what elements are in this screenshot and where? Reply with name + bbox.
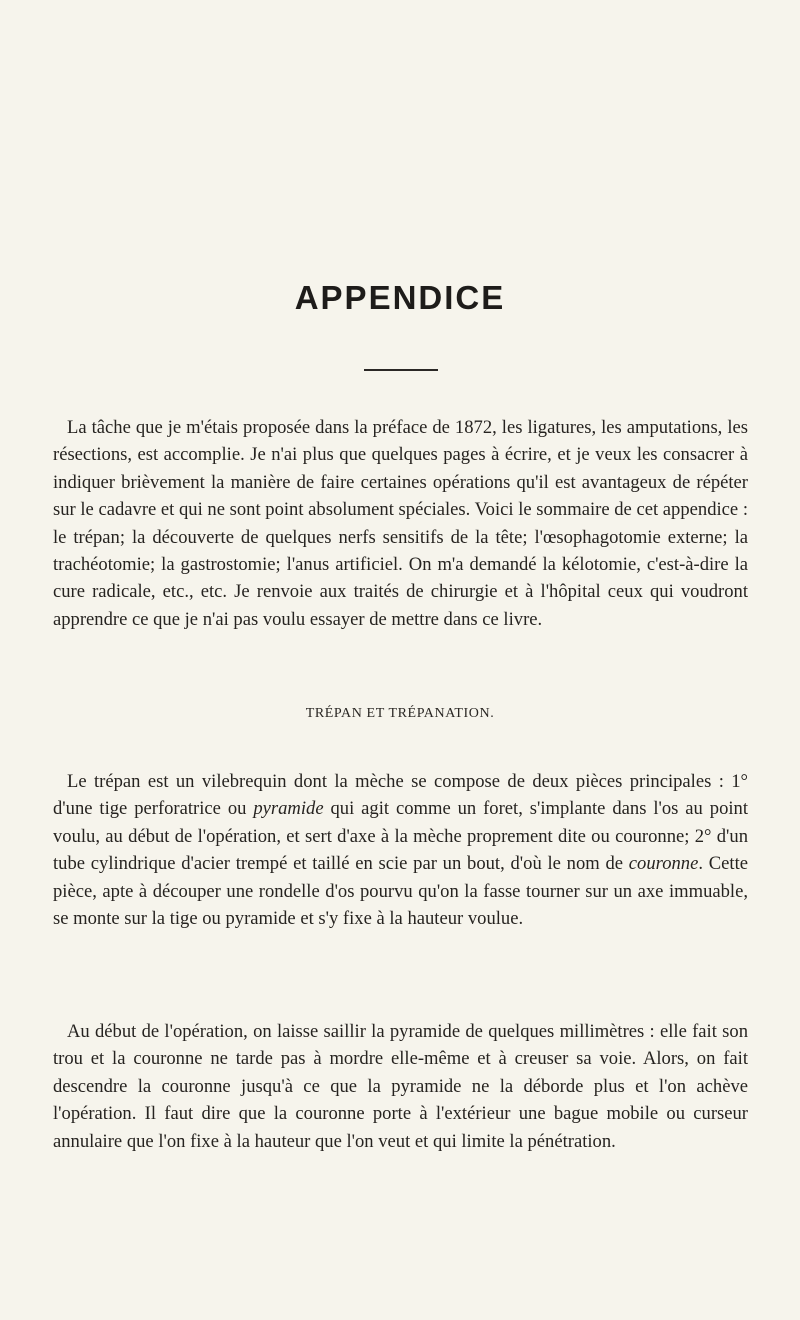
trepan-paragraph xyxy=(53,768,748,932)
italic-term: pyramide xyxy=(253,798,324,820)
title-divider xyxy=(364,369,438,371)
operation-paragraph: Au début de l'opération, on laisse saillir la pyramide de quelques millimètres : elle fait son trou et la couronne ne tarde pas à mordre elle-même et à creuser sa voie. Alors, on fait descendre la couronne jusqu'à ce que la pyramide ne la déborde plus et l'on achève l'opération. Il faut dire que la couronne porte à l'extérieur une bague mobile ou curseur annulaire que l'on fixe à la hauteur que l'on veut et qui limite la pénétration. xyxy=(53,1021,748,1152)
text-run: qui agit comme un foret, s'implante dans l'os au point voulu, au début de l'opération, et sert d'axe à la mèche proprement dite ou couronne; 2° d'un tube cylindrique d'acier trempé et taillé en scie par un bout, d'où le nom de xyxy=(53,798,748,875)
text-run: . Cette pièce, apte à découper une rondelle d'os pourvu qu'on la fasse tourner sur un axe immuable, se monte sur la tige ou pyramide et s'y fixe à la hauteur voulue. xyxy=(53,853,748,930)
section-heading: TRÉPAN ET TRÉPANATION. xyxy=(305,706,495,721)
intro-paragraph: La tâche que je m'étais proposée dans la préface de 1872, les ligatures, les amputations, les résections, est accomplie. Je n'ai plus que quelques pages à écrire, et je veux les consacrer à indiquer brièvement la manière de faire certaines opérations qu'il est avantageux de répéter sur le cadavre et qui ne sont point absolument spéciales. Voici le sommaire de cet appendice : le trépan; la découverte de quelques nerfs sensitifs de la tête; l'œsophagotomie externe; la trachéotomie; la gastrostomie; l'anus artificiel. On m'a demandé la kélotomie, c'est-à-dire la cure radicale, etc., etc. Je renvoie aux traités de chirurgie et à l'hôpital ceux qui voudront apprendre ce que je n'ai pas voulu essayer de mettre dans ce livre. xyxy=(53,417,748,630)
page-title: APPENDICE xyxy=(294,279,506,316)
italic-term: couronne xyxy=(628,853,699,875)
text-run: Le trépan est un vilebrequin dont la mèche se compose de deux pièces principales : 1° d'une tige perforatrice ou xyxy=(53,771,748,820)
